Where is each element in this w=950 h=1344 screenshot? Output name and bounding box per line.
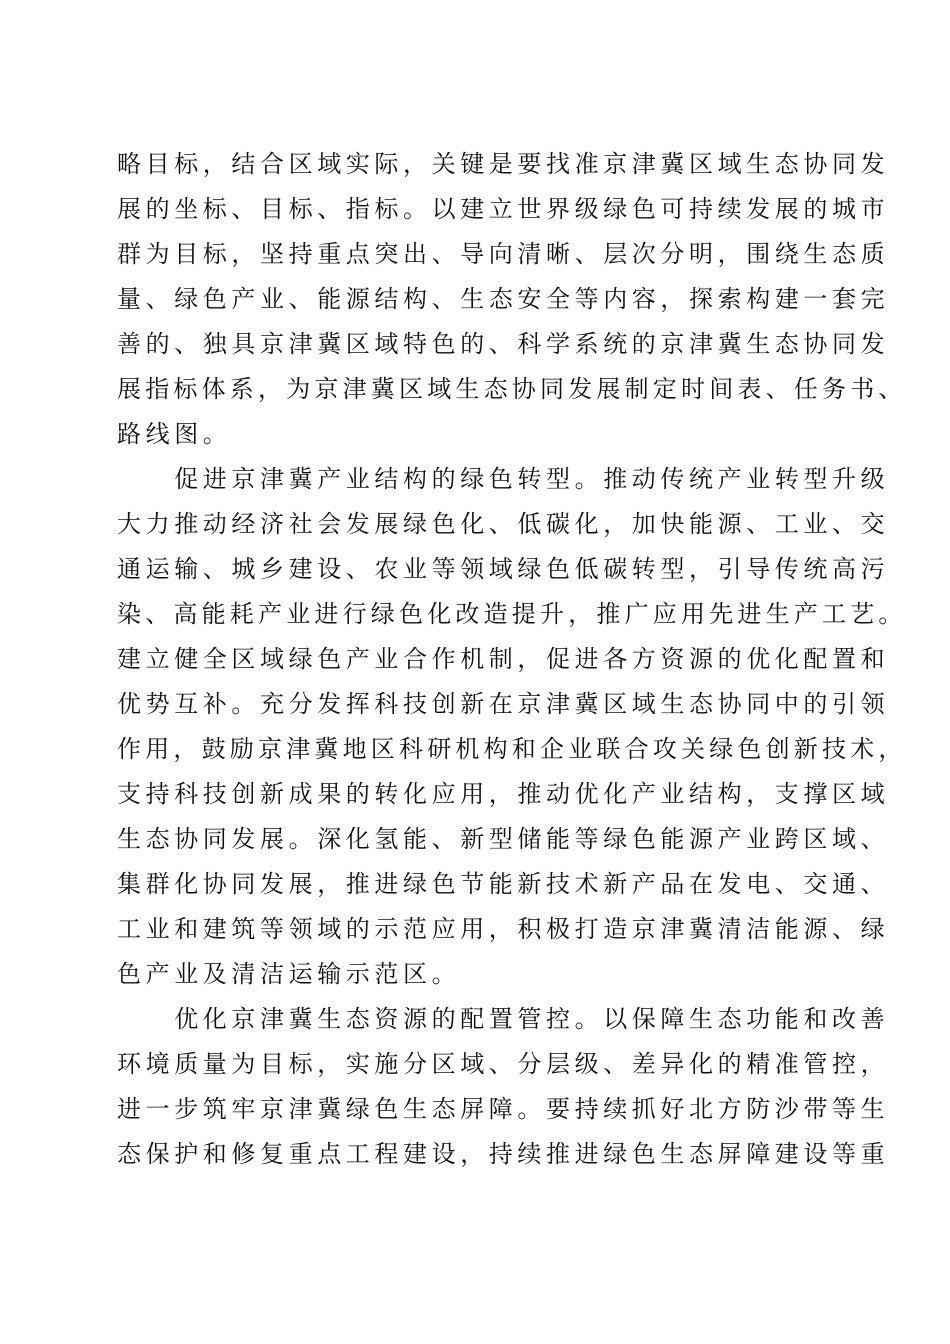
text-line: 优势互补。充分发挥科技创新在京津冀区域生态协同中的引领: [117, 690, 890, 718]
text-line: 路线图。: [117, 420, 232, 448]
text-line: 支持科技创新成果的转化应用，推动优化产业结构，支撑区域: [117, 780, 890, 808]
text-line: 作用，鼓励京津冀地区科研机构和企业联合攻关绿色创新技术，: [117, 735, 907, 763]
text-line: 大力推动经济社会发展绿色化、低碳化，加快能源、工业、交: [117, 510, 890, 538]
text-line: 建立健全区域绿色产业合作机制，促进各方资源的优化配置和: [117, 645, 890, 673]
text-line: 环境质量为目标，实施分区域、分层级、差异化的精准管控，: [117, 1050, 890, 1078]
text-line: 进一步筑牢京津冀绿色生态屏障。要持续抓好北方防沙带等生: [117, 1095, 890, 1123]
text-line: 略目标，结合区域实际，关键是要找准京津冀区域生态协同发: [117, 150, 890, 178]
text-line: 生态协同发展。深化氢能、新型储能等绿色能源产业跨区域、: [117, 825, 890, 853]
paragraph-start-line: 促进京津冀产业结构的绿色转型。推动传统产业转型升级: [117, 465, 890, 493]
text-line: 集群化协同发展，推进绿色节能新技术新产品在发电、交通、: [117, 870, 890, 898]
text-line: 染、高能耗产业进行绿色化改造提升，推广应用先进生产工艺。: [117, 600, 907, 628]
text-line: 量、绿色产业、能源结构、生态安全等内容，探索构建一套完: [117, 285, 890, 313]
text-line: 群为目标，坚持重点突出、导向清晰、层次分明，围绕生态质: [117, 240, 890, 268]
text-line: 色产业及清洁运输示范区。: [117, 960, 461, 988]
text-line: 展指标体系，为京津冀区域生态协同发展制定时间表、任务书、: [117, 375, 907, 403]
text-line: 通运输、城乡建设、农业等领域绿色低碳转型，引导传统高污: [117, 555, 890, 583]
text-line: 工业和建筑等领域的示范应用，积极打造京津冀清洁能源、绿: [117, 915, 890, 943]
text-line: 展的坐标、目标、指标。以建立世界级绿色可持续发展的城市: [117, 195, 890, 223]
text-line: 善的、独具京津冀区域特色的、科学系统的京津冀生态协同发: [117, 330, 890, 358]
text-line: 态保护和修复重点工程建设，持续推进绿色生态屏障建设等重: [117, 1140, 890, 1168]
paragraph-start-line: 优化京津冀生态资源的配置管控。以保障生态功能和改善: [117, 1005, 890, 1033]
